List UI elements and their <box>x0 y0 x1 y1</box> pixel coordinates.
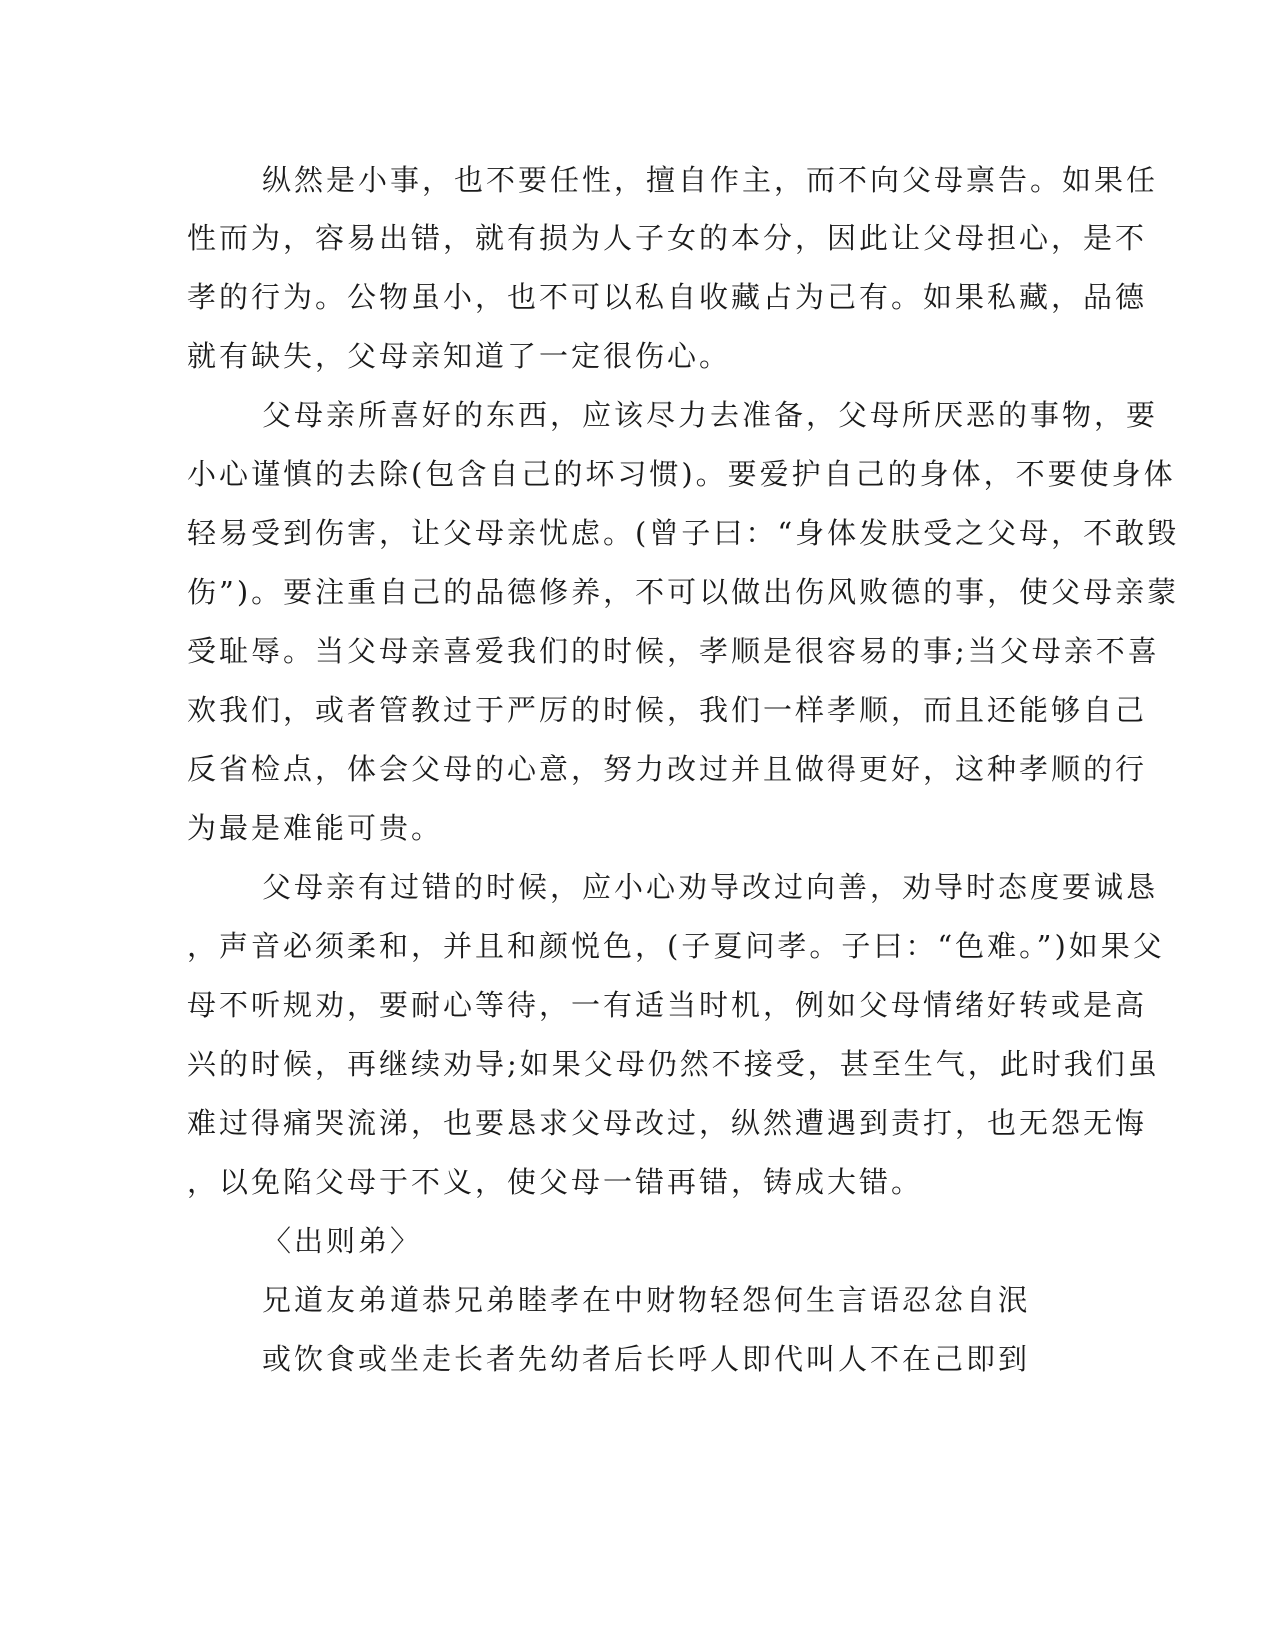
verse-line: 兄道友弟道恭兄弟睦孝在中财物轻怨何生言语忍忿自泯 <box>262 1283 1031 1317</box>
text-line: 难过得痛哭流涕，也要恳求父母改过，纵然遭遇到责打，也无怨无悔 <box>187 1106 1148 1140</box>
text-line: 父母亲所喜好的东西，应该尽力去准备，父母所厌恶的事物，要 <box>262 398 1159 432</box>
text-line: 反省检点，体会父母的心意，努力改过并且做得更好，这种孝顺的行 <box>187 752 1148 786</box>
text-line: 欢我们，或者管教过于严厉的时候，我们一样孝顺，而且还能够自己 <box>187 693 1148 727</box>
text-line: 孝的行为。公物虽小，也不可以私自收藏占为己有。如果私藏，品德 <box>187 280 1148 314</box>
text-line: 就有缺失，父母亲知道了一定很伤心。 <box>187 339 732 373</box>
text-line: 纵然是小事，也不要任性，擅自作主，而不向父母禀告。如果任 <box>262 163 1159 197</box>
text-line: ，声音必须柔和，并且和颜悦色，(子夏问孝。子曰：“色难。”)如果父 <box>187 929 1165 963</box>
text-line: 轻易受到伤害，让父母亲忧虑。(曾子曰：“身体发肤受之父母，不敢毁 <box>187 516 1180 550</box>
text-line: 性而为，容易出错，就有损为人子女的本分，因此让父母担心，是不 <box>187 221 1148 255</box>
text-line: 父母亲有过错的时候，应小心劝导改过向善，劝导时态度要诚恳 <box>262 870 1159 904</box>
verse-line: 或饮食或坐走长者先幼者后长呼人即代叫人不在己即到 <box>262 1342 1031 1376</box>
text-line: 为最是难能可贵。 <box>187 811 444 845</box>
text-line: 伤”)。要注重自己的品德修养，不可以做出伤风败德的事，使父母亲蒙 <box>187 575 1180 609</box>
section-heading: 〈出则弟〉 <box>262 1224 423 1258</box>
text-line: 母不听规劝，要耐心等待，一有适当时机，例如父母情绪好转或是高 <box>187 988 1148 1022</box>
text-line: ，以免陷父母于不义，使父母一错再错，铸成大错。 <box>187 1165 924 1199</box>
text-line: 小心谨慎的去除(包含自己的坏习惯)。要爱护自己的身体，不要使身体 <box>187 457 1176 491</box>
text-line: 受耻辱。当父母亲喜爱我们的时候，孝顺是很容易的事;当父母亲不喜 <box>187 634 1160 668</box>
text-line: 兴的时候，再继续劝导;如果父母仍然不接受，甚至生气，此时我们虽 <box>187 1047 1160 1081</box>
